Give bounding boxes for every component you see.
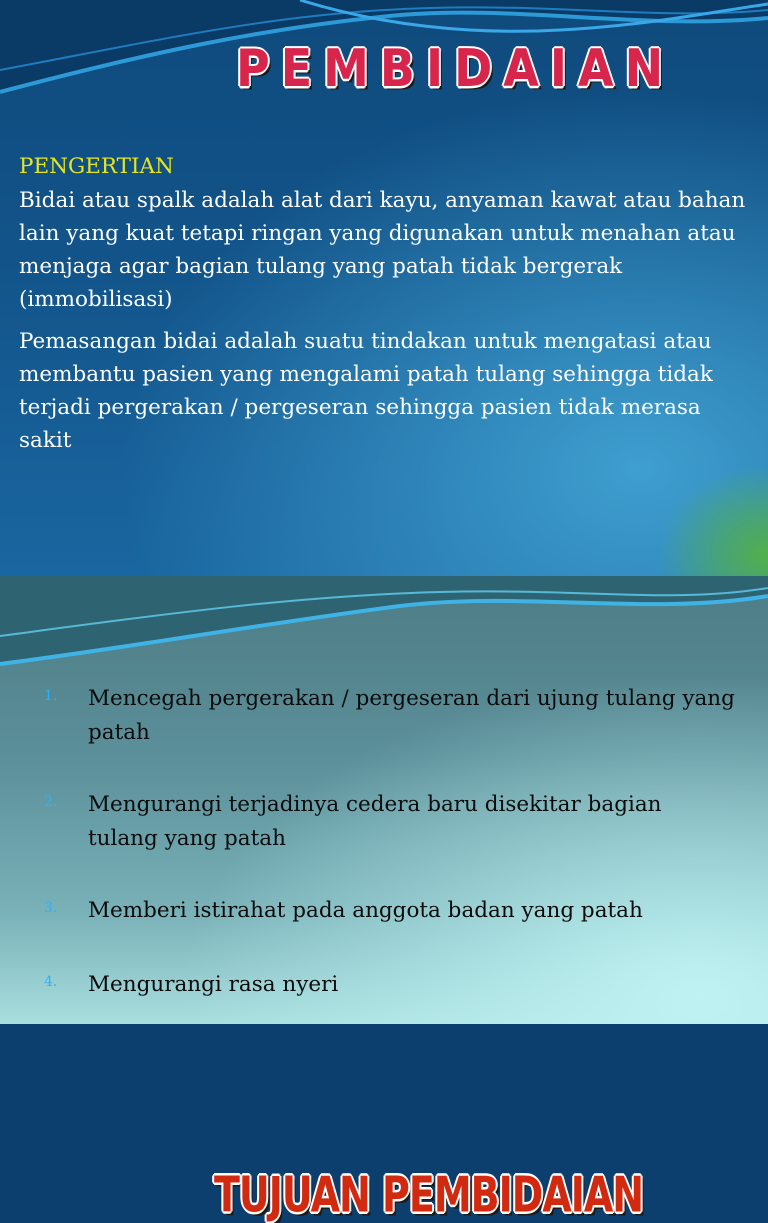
goal-number: 1.: [44, 688, 58, 704]
goals-title: TUJUAN PEMBIDAIAN: [214, 1166, 644, 1223]
goal-text: Mencegah pergerakan / pergeseran dari ujung tulang yang patah: [88, 686, 735, 745]
goal-text: Mengurangi terjadinya cedera baru disekitar bagian tulang yang patah: [88, 792, 662, 851]
goal-text: Mengurangi rasa nyeri: [88, 972, 339, 997]
slide-goals: [0, 576, 768, 1223]
slide-title: PEMBIDAIAN: [236, 38, 675, 99]
goal-number: 4.: [44, 974, 58, 990]
slide-definition: [0, 0, 768, 576]
procedure-paragraph: Pemasangan bidai adalah suatu tindakan untuk mengatasi atau membantu pasien yang mengalami patah tulang sehingga tidak terjadi pergerakan / pergeseran sehingga pasien tidak merasa sakit: [19, 329, 713, 453]
wave-decoration: [0, 576, 768, 676]
goal-text: Memberi istirahat pada anggota badan yang patah: [88, 898, 643, 923]
definition-heading: PENGERTIAN: [19, 154, 174, 179]
goal-number: 2.: [44, 794, 58, 810]
goal-number: 3.: [44, 900, 58, 916]
definition-paragraph: Bidai atau spalk adalah alat dari kayu, anyaman kawat atau bahan lain yang kuat tetapi ringan yang digunakan untuk menahan atau menjaga agar bagian tulang yang patah tidak bergerak (immobilisasi): [19, 188, 746, 312]
